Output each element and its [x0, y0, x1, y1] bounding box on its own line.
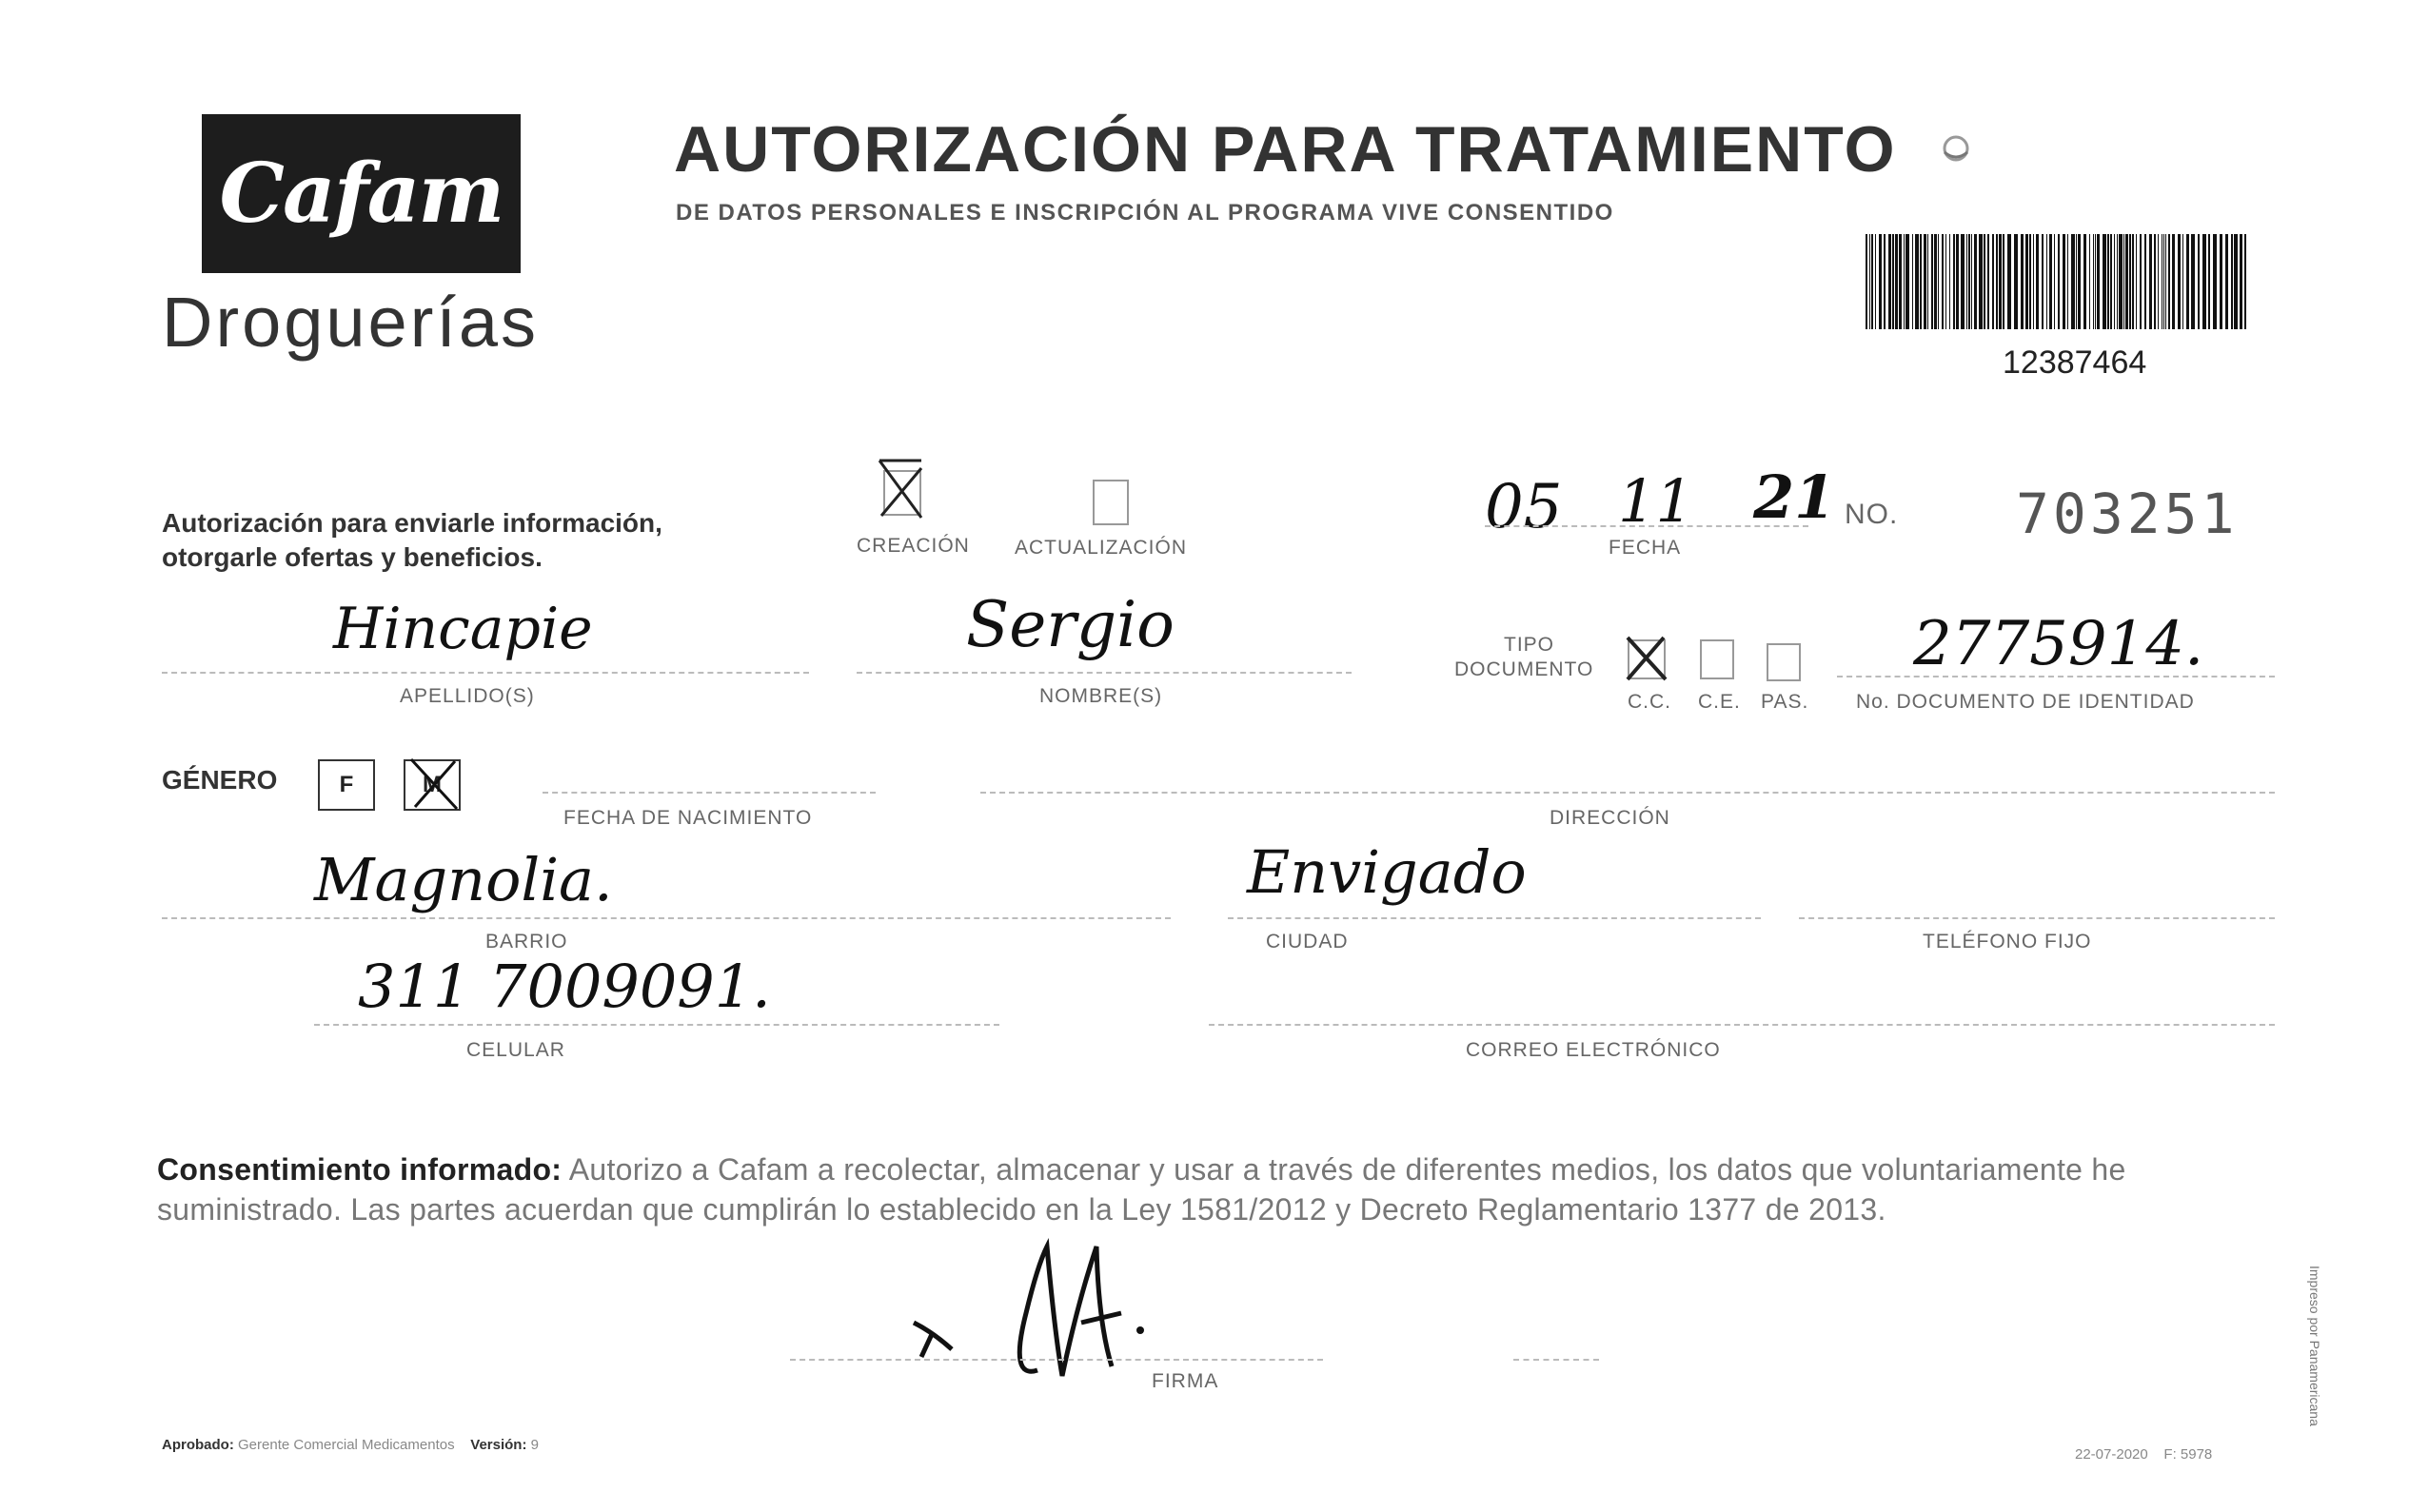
barcode-bar [1871, 234, 1873, 329]
barcode-bar [1912, 234, 1913, 329]
barcode-bar [1961, 234, 1965, 329]
version-label: Versión: [470, 1437, 527, 1453]
barcode-bar [2129, 234, 2131, 329]
barcode-bar [1924, 234, 1926, 329]
barcode-bar [2033, 234, 2034, 329]
barcode-bar [2149, 234, 2152, 329]
barcode-bar [1999, 234, 2002, 329]
barcode-bar [2046, 234, 2047, 329]
barcode-bar [2172, 234, 2175, 329]
consent-text: Autorizo a Cafam a recolectar, almacenar y usar a través de diferentes medios, los datos que voluntariamente he suministrado. Las partes acuerdan que cumplirán lo establecido en la Ley 1581/2012 y Decreto Reglamentario 1377 de 2013. [157, 1152, 2126, 1227]
barcode-bar [1866, 234, 1867, 329]
date-code: 22-07-2020 [2075, 1446, 2148, 1463]
ce-checkbox[interactable] [1700, 639, 1734, 679]
telefono-label: TELÉFONO FIJO [1923, 931, 2092, 952]
barcode-bar [2029, 234, 2031, 329]
barcode-bar [1931, 234, 1933, 329]
barcode-bar [1895, 234, 1898, 329]
barcode-bar [1971, 234, 1972, 329]
barcode-bar [2071, 234, 2075, 329]
barcode-bar [1953, 234, 1955, 329]
brand-subtitle: Droguerías [162, 283, 540, 362]
barcode-bar [2042, 234, 2044, 329]
barcode-bar [2110, 234, 2112, 329]
aprobado-value: Gerente Comercial Medicamentos [238, 1437, 455, 1453]
barcode-bar [1869, 234, 1870, 329]
barcode-bar [2054, 234, 2055, 329]
barcode-bar [2163, 234, 2164, 329]
barcode-bar [2220, 234, 2222, 329]
barcode-bar [1875, 234, 1876, 329]
barcode-bar [2021, 234, 2024, 329]
signature-icon [895, 1189, 1275, 1399]
check-x-icon [404, 756, 464, 813]
barcode-bar [2049, 234, 2052, 329]
doc-number-line [1837, 676, 2275, 677]
form-code: F: 5978 [2163, 1446, 2213, 1463]
barcode-bar [2093, 234, 2094, 329]
barcode-bar [1905, 234, 1909, 329]
version-value: 9 [530, 1437, 539, 1453]
barrio-line [162, 917, 1171, 919]
consent-lead: Consentimiento informado: [157, 1152, 563, 1187]
barcode [1866, 234, 2246, 329]
barcode-bar [2158, 234, 2159, 329]
barcode-bar [2186, 234, 2189, 329]
direccion-line [980, 792, 2275, 794]
barcode-bar [2025, 234, 2028, 329]
genero-f-checkbox[interactable] [318, 759, 375, 811]
barcode-bar [2225, 234, 2228, 329]
printer-side-text: Impreso por Panamericana [2307, 1266, 2322, 1426]
barcode-bar [1984, 234, 1985, 329]
nombres-label: NOMBRE(S) [1039, 685, 1163, 707]
celular-line [314, 1024, 999, 1026]
barcode-bar [2119, 234, 2123, 329]
fecha-line [1485, 525, 1808, 527]
barcode-bar [2191, 234, 2195, 329]
barcode-bar [2107, 234, 2109, 329]
barcode-bar [2067, 234, 2068, 329]
barcode-bar [2208, 234, 2210, 329]
pas-label: PAS. [1761, 691, 1809, 713]
fecha-nacimiento-label: FECHA DE NACIMIENTO [563, 807, 813, 829]
barcode-bar [2140, 234, 2142, 329]
tipo-doc-label-2: DOCUMENTO [1454, 658, 1594, 680]
barcode-bar [2083, 234, 2086, 329]
barcode-bar [2003, 234, 2004, 329]
barcode-bar [2234, 234, 2238, 329]
footer-codes [2075, 1446, 2212, 1463]
doc-number-label: No. DOCUMENTO DE IDENTIDAD [1856, 691, 2195, 713]
barcode-bar [2240, 234, 2242, 329]
barcode-bar [1884, 234, 1886, 329]
barcode-bar [2165, 234, 2166, 329]
pas-checkbox[interactable] [1767, 643, 1801, 681]
barcode-bar [1899, 234, 1902, 329]
no-label: NO. [1845, 499, 1899, 530]
barcode-bar [2198, 234, 2200, 329]
ce-label: C.E. [1698, 691, 1741, 713]
celular-label: CELULAR [466, 1039, 565, 1061]
barcode-bar [1920, 234, 1922, 329]
barcode-bar [2178, 234, 2181, 329]
seal-icon [1932, 131, 1980, 169]
barcode-bar [1888, 234, 1891, 329]
fecha-year-value: 21 [1753, 462, 1836, 532]
genero-m-label: M [423, 772, 442, 797]
barcode-bar [2123, 234, 2124, 329]
barcode-bar [1956, 234, 1959, 329]
barcode-bar [1966, 234, 1967, 329]
barcode-bar [1974, 234, 1977, 329]
barcode-bar [2063, 234, 2065, 329]
barrio-label: BARRIO [485, 931, 568, 952]
correo-line [1209, 1024, 2275, 1026]
form-title: AUTORIZACIÓN PARA TRATAMIENTO [674, 113, 1897, 186]
barcode-number: 12387464 [2003, 344, 2147, 381]
creacion-checkbox[interactable] [883, 470, 921, 516]
barcode-bar [2202, 234, 2206, 329]
barcode-bar [2014, 234, 2018, 329]
tipo-doc-label-1: TIPO [1504, 634, 1555, 656]
barcode-bar [1938, 234, 1939, 329]
barcode-bar [2076, 234, 2077, 329]
fecha-day-value: 05 [1485, 472, 1563, 542]
barcode-bar [2097, 234, 2100, 329]
barcode-bar [2007, 234, 2011, 329]
barcode-bar [2078, 234, 2081, 329]
barcode-bar [2132, 234, 2134, 329]
fecha-label: FECHA [1609, 537, 1682, 559]
cc-checkbox[interactable] [1628, 639, 1666, 679]
barcode-bar [1927, 234, 1928, 329]
barcode-bar [2114, 234, 2115, 329]
barcode-bar [1987, 234, 1989, 329]
form-number: 703251 [2016, 481, 2239, 546]
genero-f-label: F [339, 772, 354, 797]
apellidos-line [162, 672, 809, 674]
barcode-bar [2168, 234, 2170, 329]
barcode-bar [1892, 234, 1894, 329]
barcode-bar [1879, 234, 1882, 329]
barcode-bar [2125, 234, 2128, 329]
correo-label: CORREO ELECTRÓNICO [1466, 1039, 1721, 1061]
barcode-bar [1934, 234, 1937, 329]
barcode-bar [2095, 234, 2096, 329]
barcode-bar [1942, 234, 1944, 329]
barcode-bar [2036, 234, 2039, 329]
cc-label: C.C. [1628, 691, 1671, 713]
barcode-bar [1904, 234, 1905, 329]
fecha-month-value: 11 [1618, 466, 1693, 536]
creacion-label: CREACIÓN [857, 535, 970, 557]
celular-value: 311 7009091. [358, 952, 771, 1021]
apellidos-value: Hincapie [333, 596, 593, 662]
barcode-bar [2231, 234, 2233, 329]
ciudad-label: CIUDAD [1266, 931, 1349, 952]
actualizacion-checkbox[interactable] [1093, 480, 1129, 525]
nombres-value: Sergio [966, 588, 1175, 661]
nombres-line [857, 672, 1352, 674]
cafam-logo [202, 114, 521, 273]
barcode-bar [1945, 234, 1946, 329]
barcode-bar [1996, 234, 1998, 329]
barcode-bar [2213, 234, 2217, 329]
ciudad-line [1228, 917, 1761, 919]
barcode-bar [2117, 234, 2118, 329]
barcode-bar [1992, 234, 1994, 329]
aprobado-label: Aprobado: [162, 1437, 234, 1453]
barcode-bar [1979, 234, 1983, 329]
apellidos-label: APELLIDO(S) [400, 685, 535, 707]
footer-aprobado [162, 1437, 539, 1453]
logo-text: Cafam [219, 146, 504, 242]
direccion-label: DIRECCIÓN [1550, 807, 1670, 829]
barcode-bar [2058, 234, 2060, 329]
telefono-line [1799, 917, 2275, 919]
barcode-bar [2136, 234, 2137, 329]
check-x-icon [1622, 634, 1671, 683]
barcode-bar [2103, 234, 2106, 329]
firma-line [790, 1359, 1323, 1361]
barcode-bar [1915, 234, 1919, 329]
form-subtitle: DE DATOS PERSONALES E INSCRIPCIÓN AL PROGRAMA VIVE CONSENTIDO [676, 200, 1614, 226]
check-x-icon [874, 455, 927, 521]
barcode-bar [2182, 234, 2183, 329]
barcode-bar [2154, 234, 2156, 329]
fecha-nacimiento-line [543, 792, 876, 794]
genero-label: GÉNERO [162, 765, 278, 795]
authorization-heading-2: otorgarle ofertas y beneficios. [162, 542, 543, 572]
barcode-bar [1968, 234, 1970, 329]
firma-line-right [1513, 1359, 1599, 1361]
authorization-heading-1: Autorización para enviarle información, [162, 508, 662, 538]
genero-m-checkbox[interactable] [404, 759, 461, 811]
barrio-value: Magnolia. [314, 845, 613, 914]
ciudad-value: Envigado [1247, 837, 1527, 907]
barcode-bar [2089, 234, 2090, 329]
barcode-bar [2144, 234, 2146, 329]
firma-label: FIRMA [1152, 1370, 1219, 1392]
actualizacion-label: ACTUALIZACIÓN [1015, 537, 1188, 559]
doc-number-value: 2775914. [1913, 609, 2204, 679]
barcode-bar [1949, 234, 1950, 329]
barcode-bar [2244, 234, 2246, 329]
